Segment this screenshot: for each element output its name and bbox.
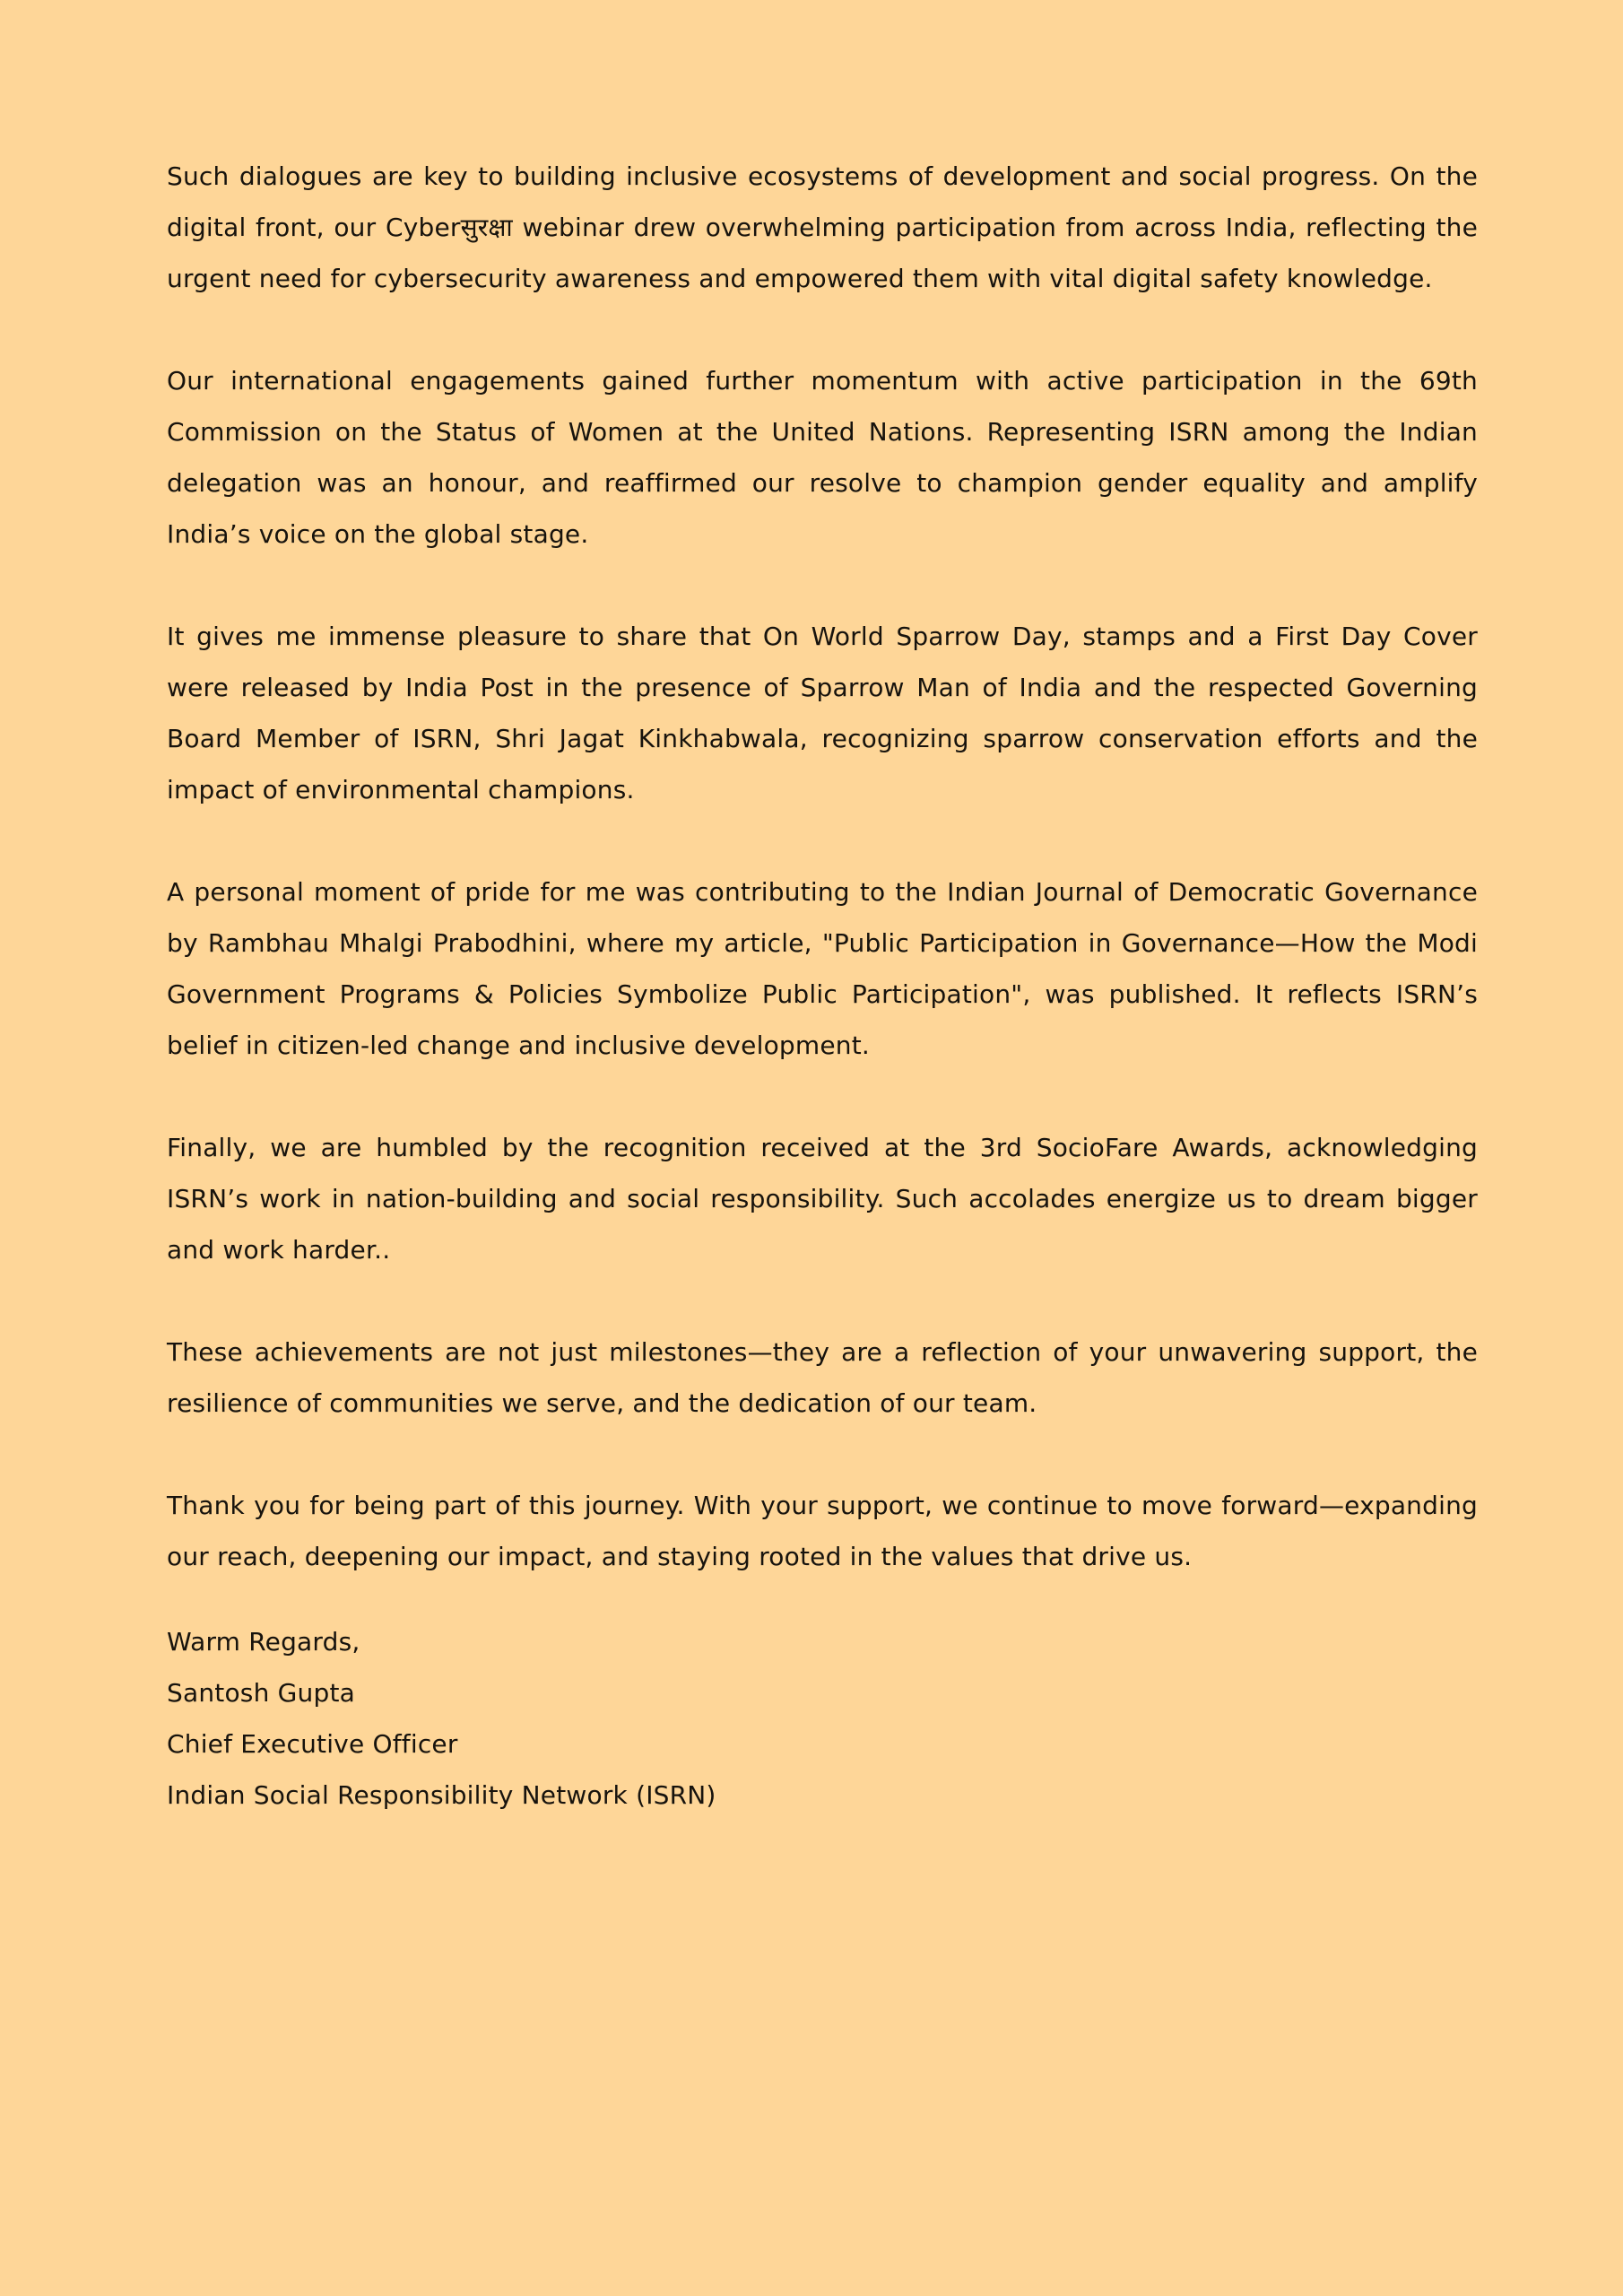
paragraph-achievements: These achievements are not just milestones—they are a reflection of your unwavering support, the resilience of communities we serve, and the dedication of our team. [167,1337,1478,1418]
signature-block [167,1616,1478,1821]
paragraph-world-sparrow-day: It gives me immense pleasure to share that On World Sparrow Day, stamps and a First Day Cover were released by India Post in the presence of Sparrow Man of India and the respected Governing Board Member of ISRN, Shri Jagat Kinkhabwala, recognizing sparrow conservation efforts and the impact of environmental champions. [167,622,1478,804]
paragraph-international-engagements: Our international engagements gained further momentum with active participation in the 69th Commission on the Status of Women at the United Nations. Representing ISRN among the Indian delegation was an honour, and reaffirmed our resolve to champion gender equality and amplify India’s voice on the global stage. [167,366,1478,549]
signatory-title: Chief Executive Officer [167,1729,458,1759]
paragraph-sociofare-awards: Finally, we are humbled by the recognition received at the 3rd SocioFare Awards, acknowledging ISRN’s work in nation-building and social responsibility. Such accolades energize us to dream bigger and work harder.. [167,1133,1478,1265]
closing-text: Warm Regards, [167,1627,360,1657]
paragraph-thank-you: Thank you for being part of this journey. With your support, we continue to move forward—expanding our reach, deepening our impact, and staying rooted in the values that drive us. [167,1491,1478,1571]
signatory-organization: Indian Social Responsibility Network (ISRN) [167,1780,716,1810]
paragraph-journal-article: A personal moment of pride for me was contributing to the Indian Journal of Democratic Governance by Rambhau Mhalgi Prabodhini, where my article, "Public Participation in Governance—How the Modi Government Programs & Policies Symbolize Public Participation", was published. It reflects ISRN’s belief in citizen-led change and inclusive development. [167,877,1478,1060]
paragraph-cybersuraksha: Such dialogues are key to building inclusive ecosystems of development and social progress. On the digital front, our Cyberसुरक्षा webinar drew overwhelming participation from across India, reflecting the urgent need for cybersecurity awareness and empowered them with vital digital safety knowledge. [167,161,1478,293]
letter-body [167,151,1478,1821]
signatory-name: Santosh Gupta [167,1678,355,1708]
